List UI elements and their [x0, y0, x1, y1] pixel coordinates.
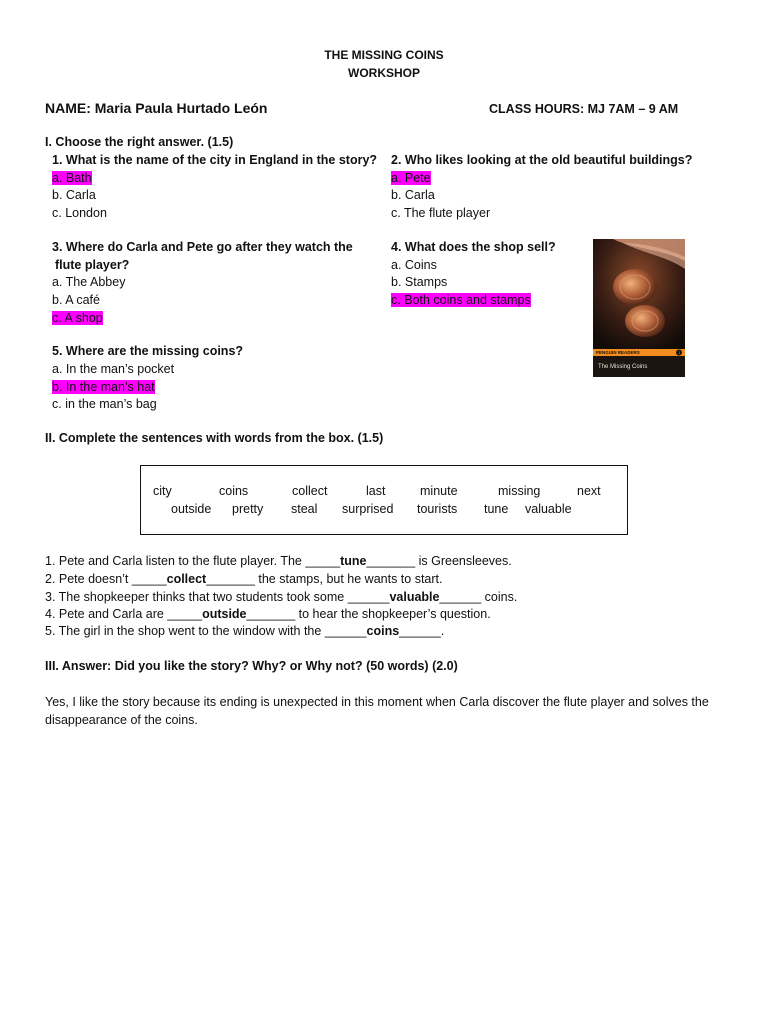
book-cover-title: The Missing Coins	[598, 364, 648, 370]
worksheet-title: THE MISSING COINS	[324, 48, 444, 62]
word-box-item: collect	[292, 484, 328, 498]
sentence-text: _______ is Greensleeves.	[366, 554, 512, 568]
q1-option-b: b. Carla	[52, 188, 96, 202]
word-box	[140, 465, 628, 535]
sentence-answer: tune	[340, 554, 367, 568]
q4-option-b: b. Stamps	[391, 275, 448, 289]
book-cover-image	[593, 239, 685, 377]
q4-option-c-selected: c. Both coins and stamps	[391, 293, 531, 307]
word-box-item: next	[577, 484, 601, 498]
sentence-text: 2. Pete doesn’t _____	[45, 572, 167, 586]
sentence-text: 5. The girl in the shop went to the window with the ______	[45, 624, 367, 638]
section3-heading: III. Answer: Did you like the story? Why? or Why not? (50 words) (2.0)	[45, 659, 458, 673]
question-2: 2. Who likes looking at the old beautiful buildings?	[391, 153, 693, 167]
word-box-item: city	[153, 484, 172, 498]
sentence-1	[45, 553, 512, 571]
word-box-item: coins	[219, 484, 249, 498]
section2-heading: II. Complete the sentences with words from the box. (1.5)	[45, 431, 384, 445]
sentence-text: ______.	[399, 624, 445, 638]
q5-option-c: c. in the man’s bag	[52, 397, 157, 411]
sentence-answer: valuable	[389, 590, 440, 604]
q3-option-c-selected: c. A shop	[52, 311, 103, 325]
student-name: NAME: Maria Paula Hurtado León	[45, 100, 268, 116]
sentence-text: _______ to hear the shopkeeper’s question.	[246, 607, 491, 621]
question-3-line1: 3. Where do Carla and Pete go after they watch the	[52, 240, 353, 254]
section3-answer: Yes, I like the story because its ending is unexpected in this moment when Carla discover the flute player and solves the disappearance of the coins.	[45, 695, 709, 727]
section1-heading: I. Choose the right answer. (1.5)	[45, 135, 234, 149]
worksheet-subtitle: WORKSHOP	[348, 66, 420, 80]
sentence-5	[45, 623, 444, 641]
sentence-4	[45, 606, 491, 624]
q1-option-c: c. London	[52, 206, 107, 220]
sentence-answer: collect	[166, 572, 207, 586]
q4-option-a: a. Coins	[391, 258, 437, 272]
question-1: 1. What is the name of the city in England in the story?	[52, 153, 378, 167]
book-cover-level: 1	[678, 350, 681, 355]
q5-option-b-selected: b. In the man’s hat	[52, 380, 155, 394]
word-box-item: outside	[171, 502, 212, 516]
q3-option-b: b. A café	[52, 293, 100, 307]
word-box-item: minute	[420, 484, 458, 498]
class-hours: CLASS HOURS: MJ 7AM – 9 AM	[489, 102, 679, 116]
sentence-text: _______ the stamps, but he wants to start.	[206, 572, 443, 586]
question-5: 5. Where are the missing coins?	[52, 344, 244, 358]
sentence-text: 1. Pete and Carla listen to the flute player. The _____	[45, 554, 341, 568]
question-3-line2: flute player?	[55, 258, 130, 272]
sentence-text: ______ coins.	[439, 590, 518, 604]
word-box-item: pretty	[232, 502, 264, 516]
sentence-answer: coins	[366, 624, 400, 638]
word-box-item: valuable	[525, 502, 572, 516]
q5-option-a: a. In the man’s pocket	[52, 362, 175, 376]
word-box-item: tourists	[417, 502, 458, 516]
word-box-item: tune	[484, 502, 509, 516]
book-cover-art	[593, 239, 685, 377]
sentence-text: 3. The shopkeeper thinks that two students took some ______	[45, 590, 390, 604]
word-box-item: missing	[498, 484, 541, 498]
q2-option-a-selected: a. Pete	[391, 171, 431, 185]
book-cover-publisher: PENGUIN READERS	[596, 350, 640, 355]
sentence-3	[45, 589, 517, 607]
word-box-item: last	[366, 484, 386, 498]
word-box-item: surprised	[342, 502, 394, 516]
q1-option-a-selected: a. Bath	[52, 171, 92, 185]
q2-option-b: b. Carla	[391, 188, 435, 202]
question-4: 4. What does the shop sell?	[391, 240, 556, 254]
sentence-text: 4. Pete and Carla are _____	[45, 607, 203, 621]
q3-option-a: a. The Abbey	[52, 275, 126, 289]
sentence-2	[45, 571, 443, 589]
word-box-item: steal	[291, 502, 318, 516]
sentence-answer: outside	[202, 607, 247, 621]
q2-option-c: c. The flute player	[391, 206, 491, 220]
